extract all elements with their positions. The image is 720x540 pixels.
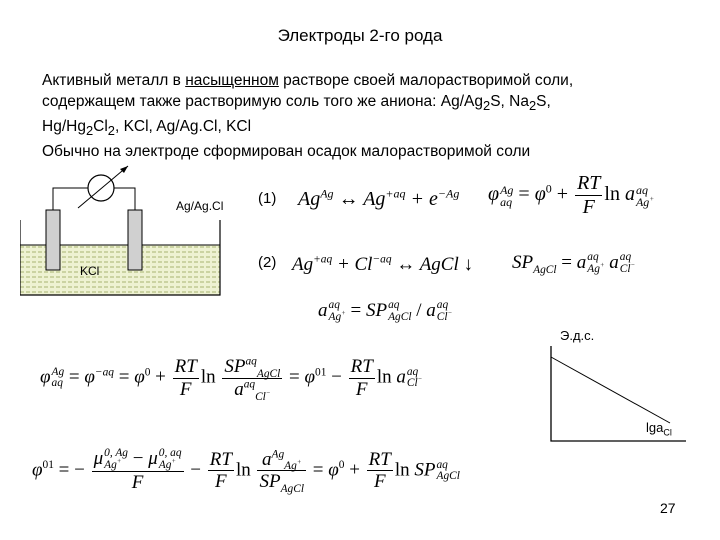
equation-2-solubility: $SP_{AgCl} = a$ aq Ag+ a aq Cl− [512,251,636,276]
intro-line-1: Активный металл в насыщенном растворе своей малорастворимой соли, [42,72,574,89]
right-wire [114,188,135,210]
equation-2-reaction: $Ag^{+aq} + Cl^{-aq}$ ↔ AgCl ↓ [292,253,474,275]
voltmeter-needle [78,166,128,208]
voltmeter [88,175,114,201]
left-wire [53,188,88,210]
slide-title: Электроды 2-го рода [277,26,443,45]
eq1-number: (1) [258,190,277,207]
equation-1-potential: φ Ag aq = $\varphi^0$ + $\frac{RT}{F}$ ln a aq Ag+ [488,172,655,218]
standard-potential-expression: $\varphi^{01}$ = − μ 0, Ag Ag+ − μ 0, aq Ag+ F − $\frac{RT}{F}$ ln $\frac{a^{Ag}_{Ag^+}}{SP_{AgCl}}$ = $\varphi^0$ + $\frac{RT}{F}$ ln SP aq AgCl [32,447,460,496]
intro-line-2: содержащем также растворимую соль того же аниона: $Ag/Ag_2S$, $Na_2S$, [42,93,551,114]
potential-expression: φ Ag aq = $\varphi^{-aq} = \varphi^0$ + $\frac{RT}{F}$ ln $\frac{SP^{aq}_{AgCl}}{a^{aq}_{Cl^-}}$ = $\varphi^{01}$ − $\frac{RT}{F}$ ln a aq Cl− [40,355,423,403]
emf-line [551,357,670,423]
equation-1-reaction: $Ag^{Ag}$ ↔ $Ag^{+aq} + e^{-Ag}$ [298,186,460,210]
graph-y-label: Э.д.с. [560,328,595,343]
solution-label: KCl [80,264,100,278]
left-electrode [46,210,60,270]
activity-relation: a aq Ag+ = SP aq AgCl / a aq Cl− [318,299,453,323]
eq2-number: (2) [258,254,277,271]
intro-line-4: Обычно на электроде сформирован осадок малорастворимой соли [42,143,531,161]
electrode-cell-diagram [20,160,240,300]
right-electrode [128,210,142,270]
page-number: 27 [660,500,676,516]
graph-x-label: lga$_{Cl}$ [646,420,672,438]
electrode-label: Ag/Ag.Cl [176,199,224,213]
intro-line-3: $Hg/Hg_2Cl_2$, KCl, Ag/Ag.Cl, KCl [42,118,252,139]
intro-text [42,70,702,162]
